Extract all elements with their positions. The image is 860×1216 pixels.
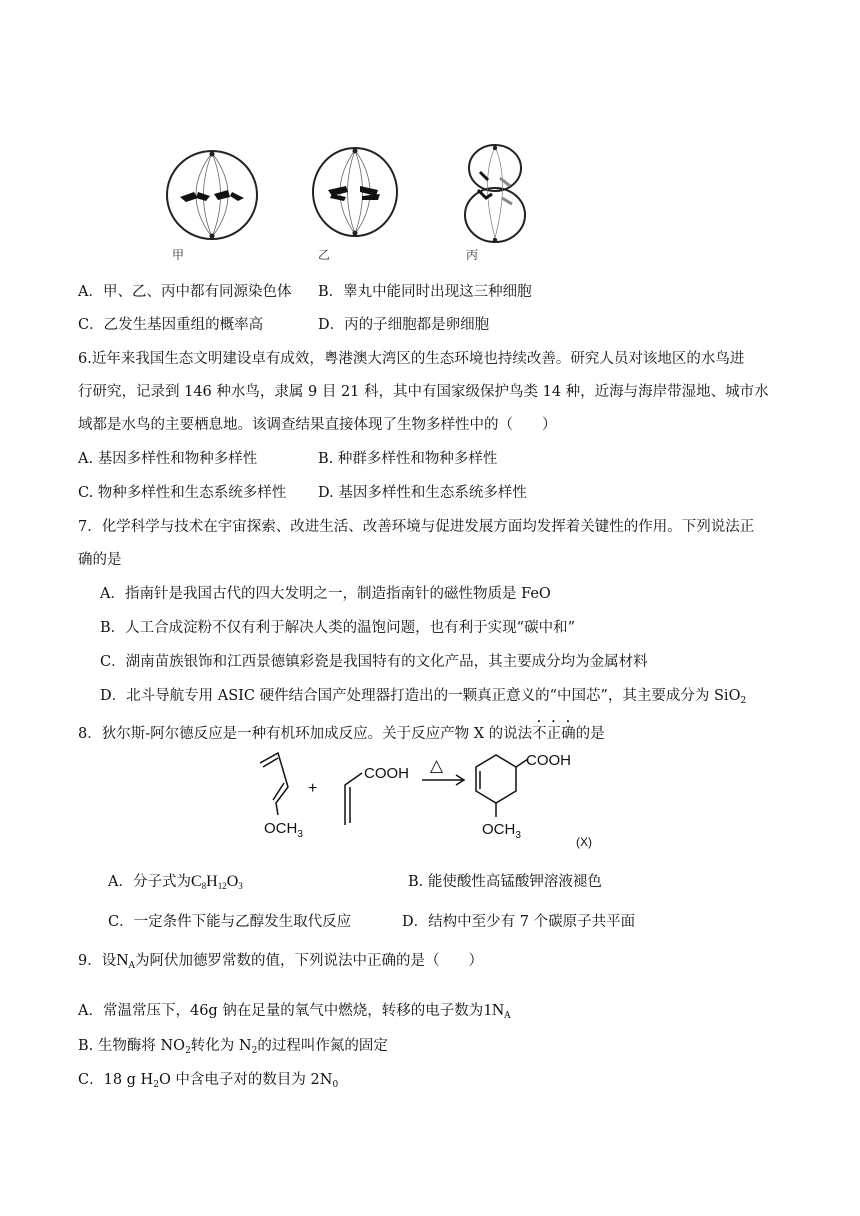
q9-option-c: C．18 g $H_2O$ 中含电子对的数目为 $2N_0$ [78,1072,339,1090]
q8-option-c: C．一定条件下能与乙醇发生取代反应 [108,914,352,930]
q6-option-b: B. 种群多样性和物种多样性 [318,451,498,467]
label-yi: 乙 [318,248,331,262]
q7-option-d: D．北斗导航专用 ASIC 硬件结合国产处理器打造出的一颗真正意义的“中国芯”，其主要成分为 SiO$_2$ [100,688,747,706]
q7-option-a: A．指南针是我国古代的四大发明之一，制造指南针的磁性物质是 FeO [100,586,551,602]
q6-option-c: C. 物种多样性和生态系统多样性 [78,485,287,501]
q5-option-a: A．甲、乙、丙中都有同源染色体 [78,284,292,300]
product-label: (X) [576,835,592,849]
cell-bing [465,145,525,242]
product-substituent: $OCH_3$ [482,821,521,841]
q5-option-b: B．睾丸中能同时出现这三种细胞 [318,284,532,300]
reactant2-group: COOH [364,765,409,782]
q8-emphasis: 不正确 [532,726,576,742]
q6-option-d: D. 基因多样性和生态系统多样性 [318,485,527,501]
diene-structure [260,753,288,815]
q6-stem-line-2: 行研究，记录到 146 种水鸟，隶属 9 目 21 科，其中有国家级保护鸟类 14 种，近海与海岸带湿地、城市水 [78,384,769,400]
plus-sign: + [308,780,318,797]
product-group: COOH [526,752,571,769]
q6-option-a: A. 基因多样性和物种多样性 [78,451,258,467]
q6-stem-line-1: 6.近年来我国生态文明建设卓有成效，粤港澳大湾区的生态环境也持续改善。研究人员对该地区的水鸟进 [78,351,745,367]
q8-option-a: A．分子式为$C_8H_{12}O_3$ [108,873,243,891]
q7-stem-line-1: 7．化学科学与技术在宇宙探索、改进生活、改善环境与促进发展方面均发挥着关键性的作用。下列说法正 [78,519,755,535]
diels-alder-scheme [240,745,640,855]
label-jia: 甲 [172,248,185,262]
q5-option-c: C．乙发生基因重组的概率高 [78,317,264,333]
q7-option-c: C．湖南苗族银饰和江西景德镇彩瓷是我国特有的文化产品，其主要成分均为金属材料 [100,654,648,670]
product-structure [476,755,528,817]
q6-stem-line-3: 域都是水鸟的主要栖息地。该调查结果直接体现了生物多样性中的（ ） [78,417,557,433]
reactant1-substituent: $OCH_3$ [264,820,303,840]
q8-option-b: B. 能使酸性高锰酸钾溶液褪色 [408,874,602,890]
cell-yi [313,148,397,236]
q7-stem-line-2: 确的是 [78,552,122,568]
q8-option-d: D．结构中至少有 7 个碳原子共平面 [402,914,636,930]
heat-symbol: △ [430,756,444,775]
q8-stem: 8．狄尔斯-阿尔德反应是一种有机环加成反应。关于反应产物 X 的说法不正确的是 [78,726,605,742]
q9-stem: 9．设$N_A$为阿伏加德罗常数的值，下列说法中正确的是（ ） [78,950,484,971]
reaction-arrow [422,775,464,785]
q7-option-b: B．人工合成淀粉不仅有利于解决人类的温饱问题，也有利于实现“碳中和” [100,620,575,636]
label-bing: 丙 [466,248,479,262]
dienophile-structure [345,773,362,825]
cell-jia [167,151,257,239]
q5-option-d: D．丙的子细胞都是卵细胞 [318,317,490,333]
q9-option-a: A．常温常压下，46g 钠在足量的氧气中燃烧，转移的电子数为$1N_A$ [78,1000,511,1021]
cell-division-figure [150,140,550,265]
q9-option-b: B. 生物酶将 $NO_2$转化为 $N_2$的过程叫作氮的固定 [78,1038,388,1056]
